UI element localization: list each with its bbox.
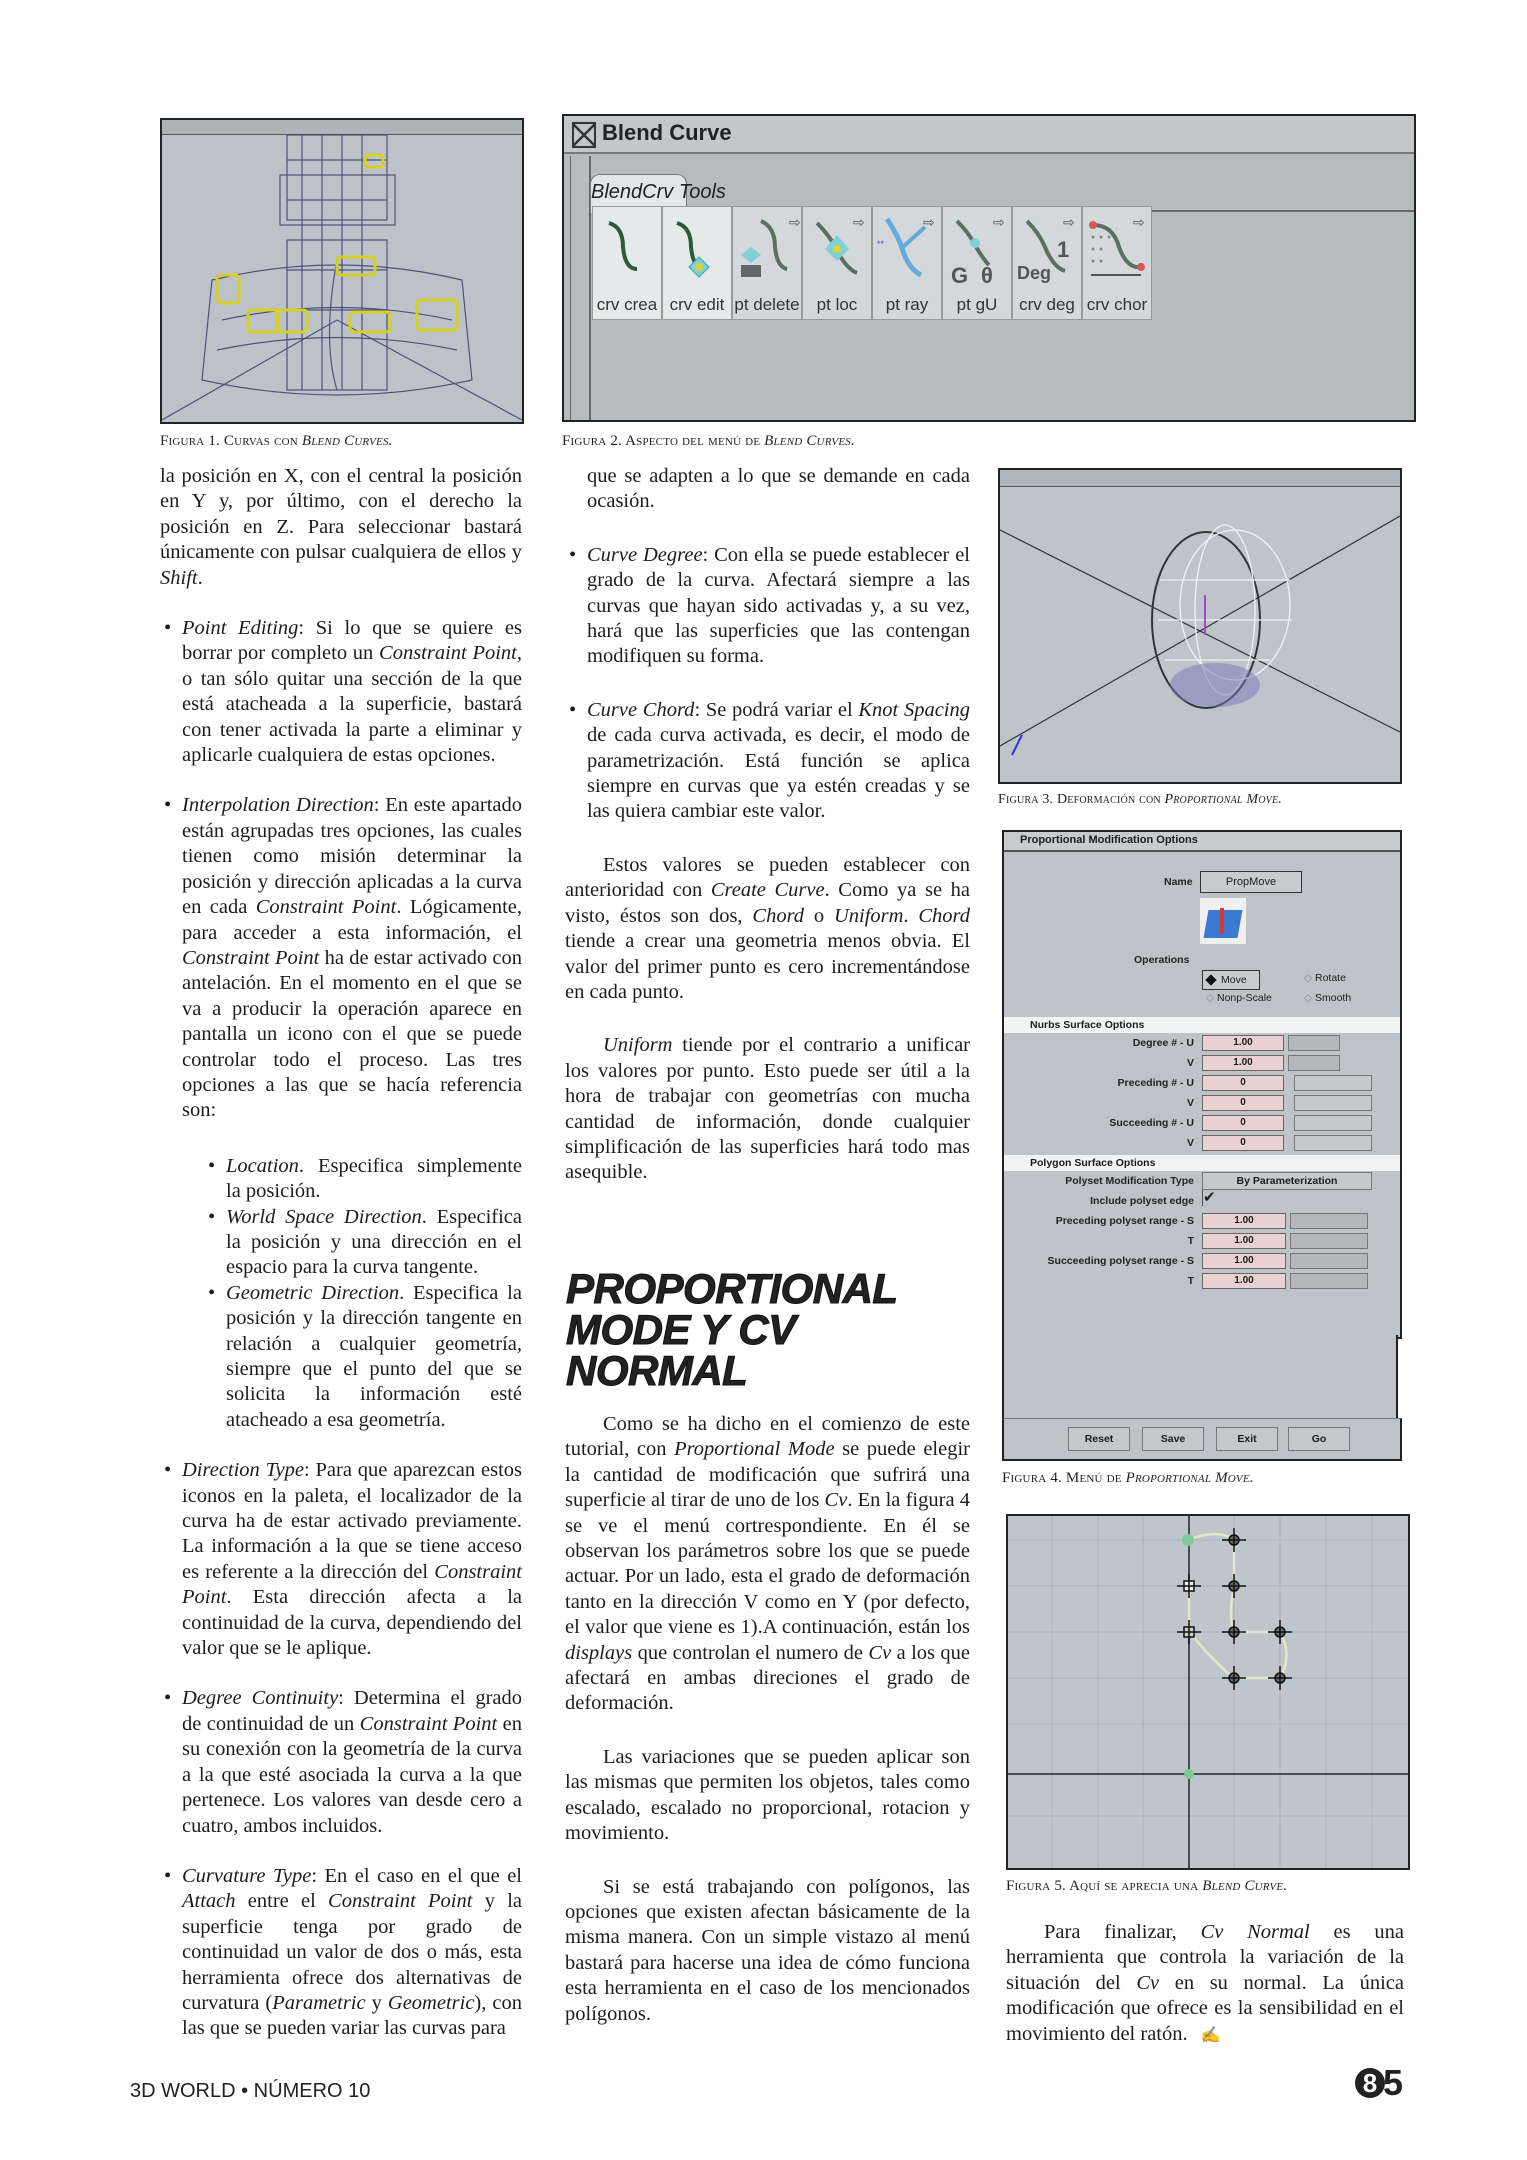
proportional-move-icon xyxy=(1200,898,1246,944)
close-box-icon[interactable] xyxy=(572,122,596,148)
preceding-range-t-field[interactable]: 1.00 xyxy=(1202,1233,1286,1249)
succeeding-u-slider[interactable] xyxy=(1294,1115,1372,1131)
svg-text:⇨: ⇨ xyxy=(853,214,865,230)
paragraph-estos-valores: Estos valores se pueden establecer con anterioridad con Create Curve. Como ya se ha visto, éstos son dos, Chord o Uniform. Chord tiende a crear una geometria menos obvia. El valor del primer punto es cero incrementándose en cada punto. xyxy=(565,853,971,1003)
svg-text:θ: θ xyxy=(981,263,993,287)
degree-u-slider[interactable] xyxy=(1288,1035,1340,1051)
preceding-v-slider[interactable] xyxy=(1294,1095,1372,1111)
paragraph-intro: la posición en X, con el central la posición en Y y, por último, con el derecho la posición en Z. Para seleccionar bastará únicamente con pulsar cualquiera de ellos y Shift. xyxy=(160,465,522,589)
wireframe-model-image xyxy=(162,120,522,420)
grid-curve-image xyxy=(1008,1516,1408,1868)
sub-option-world-space: • World Space Direction. Especifica la posición y una dirección en el espacio para la curva tangente. xyxy=(208,1205,522,1279)
bullet-degree-continuity: • Degree Continuity: Determina el grado de continuidad de un Constraint Point en su conexión con la geometría de la curva a la que esté asociada la curva a la que pertenece. Los valores van desde cero a cuatro, ambos incluidos. xyxy=(160,1686,522,1838)
point-ray-icon xyxy=(873,207,941,287)
bullet-point-editing: • Point Editing: Si lo que se quiere es borrar por completo un Constraint Point, o tan sólo quitar una sección de la que está atacheada a la superficie, bastará con tener activada la parte a eliminar y aplicarle cualquiera de estas opciones. xyxy=(160,616,522,768)
figure-1-caption: Figura 1. Curvas con Blend Curves. xyxy=(160,433,393,449)
tool-crv-chord[interactable]: ⇨ crv chor xyxy=(1082,206,1152,320)
point-location-icon xyxy=(803,207,871,287)
radio-nonp-scale[interactable]: ◇ Nonp-Scale xyxy=(1206,992,1272,1004)
figure-4-caption: Figura 4. Menú de Proportional Move. xyxy=(1002,1470,1254,1486)
signature-icon: ✍ xyxy=(1200,2026,1221,2044)
svg-text:⇨: ⇨ xyxy=(789,214,801,230)
tab-blendcrv-tools[interactable]: BlendCrv Tools xyxy=(590,174,687,213)
radio-rotate[interactable]: ◇ Rotate xyxy=(1304,972,1346,984)
point-delete-icon xyxy=(733,207,801,287)
exit-button[interactable]: Exit xyxy=(1216,1427,1278,1451)
side-rail xyxy=(570,156,591,420)
tool-crv-deg[interactable]: Deg 1 ⇨ crv deg xyxy=(1012,206,1082,320)
deformed-sphere-image xyxy=(1000,470,1400,782)
bullet-curve-chord: • Curve Chord: Se podrá variar el Knot Spacing de cada curva activada, es decir, el modo de parametrización. Está función se aplica siempre en curvas que ya estén creadas y se las quiera cambiar este valor. xyxy=(565,698,970,825)
paragraph-poligonos: Si se está trabajando con polígonos, las opciones que existen afectan básicamente de la misma manera. Con un simple vistazo al menú bastará para hacerse una idea de cómo funciona esta herramienta en el caso de los mencionados polígonos. xyxy=(565,1875,970,2025)
curve-create-icon xyxy=(593,207,661,287)
polyset-type-dropdown[interactable]: By Parameterization xyxy=(1202,1172,1372,1190)
go-button[interactable]: Go xyxy=(1288,1427,1350,1451)
page-number: 8 5 xyxy=(1355,2062,1403,2104)
succeeding-range-t-slider[interactable] xyxy=(1290,1273,1368,1289)
tool-pt-delete[interactable]: ⇨ pt delete xyxy=(732,206,802,320)
window-titlebar xyxy=(564,116,1414,154)
column-2-text-lower xyxy=(565,1412,970,2052)
tool-pt-ray[interactable]: ** ⇨ pt ray xyxy=(872,206,942,320)
figure-3-caption: Figura 3. Deformación con Proportional Move. xyxy=(998,792,1282,807)
radio-smooth[interactable]: ◇ Smooth xyxy=(1304,992,1352,1004)
radio-move[interactable]: Move xyxy=(1202,970,1260,990)
figure-3-deformation-viewport xyxy=(998,468,1402,784)
polygon-section-header: Polygon Surface Options xyxy=(1004,1155,1400,1171)
succeeding-range-s-slider[interactable] xyxy=(1290,1253,1368,1269)
curve-edit-icon xyxy=(663,207,731,287)
bullet-interpolation-direction: • Interpolation Direction: En este apartado están agrupadas tres opciones, las cuales tienen como misión determinar la posición y dirección aplicadas a la curva en cada Constraint Point. Lógicamente, para acceder a esta información, el Constraint Point ha de estar activado con antelación. En el momento en el que se va a producir la operación aparece en pantalla un icono con el que se puede controlar todo el proceso. Las tres opciones a las que se hacía referencia son: xyxy=(160,793,522,1123)
section-heading: PROPORTIONAL MODE Y CV NORMAL xyxy=(566,1265,898,1394)
window-title: Blend Curve xyxy=(602,120,732,145)
figure-2-blend-curve-window xyxy=(562,114,1416,422)
save-button[interactable]: Save xyxy=(1142,1427,1204,1451)
degree-v-slider[interactable] xyxy=(1288,1055,1340,1071)
svg-text:**: ** xyxy=(877,239,885,249)
nurbs-section-header: Nurbs Surface Options xyxy=(1004,1017,1400,1033)
footer-publication: 3D WORLD • NÚMERO 10 xyxy=(130,2080,371,2102)
sub-option-geometric: • Geometric Direction. Especifica la posición y la dirección tangente en relación a cualquier geometría, siempre que el punto del que se solicita la información esté atacheado a esa geometría. xyxy=(208,1281,522,1431)
bullet-direction-type: • Direction Type: Para que aparezcan estos iconos en la paleta, el localizador de la curva ha de estar activado previamente. La información a la que se tiene acceso es referente a la dirección del Constraint Point. Esta dirección afecta a la continuidad de la curva, dependiendo del valor que se le aplique. xyxy=(160,1458,522,1661)
figure-4-proportional-options-dialog: Proportional Modification Options Name PropMove Operations Move ◇ Rotate ◇ Nonp-Scale ◇ Smooth Nurbs Surface Options Degree # - U 1.00 V 1.00 Preceding # - U 0 V 0 Succeeding # - U 0 V 0 Polygon Surface Options Polyset Modification Type By Parameterization Include polyset edge ✔ Preceding polyset range - S 1.00 T 1.00 Succeeding polyset range - S 1.00 T 1.00 xyxy=(1002,830,1402,1339)
preceding-u-field[interactable]: 0 xyxy=(1202,1075,1284,1091)
tool-pt-loc[interactable]: ⇨ pt loc xyxy=(802,206,872,320)
tool-crv-edit[interactable]: crv edit xyxy=(662,206,732,320)
tool-pt-gu[interactable]: G θ ⇨ pt gU xyxy=(942,206,1012,320)
reset-button[interactable]: Reset xyxy=(1068,1427,1130,1451)
curve-degree-icon xyxy=(1013,207,1081,287)
bullet-curvature-type: • Curvature Type: En el caso en el que el Attach entre el Constraint Point y la superficie tenga por grado de continuidad un valor de dos o más, esta herramienta ofrece dos alternativas de curvatura (Parametric y Geometric), con las que se pueden variar las curvas para xyxy=(160,1864,522,2042)
point-continuity-icon xyxy=(943,207,1011,287)
preceding-v-field[interactable]: 0 xyxy=(1202,1095,1284,1111)
svg-text:⇨: ⇨ xyxy=(923,214,935,230)
preceding-range-t-slider[interactable] xyxy=(1290,1233,1368,1249)
paragraph-uniform: Uniform tiende por el contrario a unificar los valores por punto. Esto puede ser útil a la hora de trabajar con geometrías con mucha cantidad de información, donde cualquier simplificación de las superficies hará todo mas asequible. xyxy=(565,1034,970,1184)
svg-text:⇨: ⇨ xyxy=(1133,214,1145,230)
bullet-curve-degree: • Curve Degree: Con ella se puede establecer el grado de la curva. Afectará siempre a las curvas que hayan sido activadas y, a su vez, hará que las superficies que las contengan modifiquen su forma. xyxy=(565,543,970,670)
paragraph-para-finalizar: Para finalizar, Cv Normal es una herramienta que controla la variación de la situación del Cv en su normal. La única modificación que ofrece es la sensibilidad en el movimiento del ratón. ✍ xyxy=(1006,1921,1404,2045)
dialog-buttons xyxy=(1002,1418,1402,1461)
succeeding-v-slider[interactable] xyxy=(1294,1135,1372,1151)
svg-text:⇨: ⇨ xyxy=(1063,214,1075,230)
paragraph-continuation: que se adapten a lo que se demande en cada ocasión. xyxy=(587,465,970,513)
sub-option-location: • Location. Especifica simplemente la posición. xyxy=(208,1154,522,1203)
succeeding-v-field[interactable]: 0 xyxy=(1202,1135,1284,1151)
curve-chord-icon xyxy=(1083,207,1151,287)
svg-text:1: 1 xyxy=(1057,237,1070,262)
figure-4-frame-extension xyxy=(1002,1335,1398,1418)
radio-selected-icon xyxy=(1205,974,1216,985)
paragraph-como-se-ha-dicho: Como se ha dicho en el comienzo de este tutorial, con Proportional Mode se puede elegir la cantidad de modificación que sufrirá una superficie al tirar de uno de los Cv. En la figura 4 se ve el menú cortrespondiente. En él se observan los parámetros sobre los que se puede actuar. Por un lado, esta el grado de deformación tanto en la dirección V como en Y (por defecto, el valor que viene es 1).A continuación, están los displays que controlan el numero de Cv a los que afectará en ambas direciones el grado de deformación. xyxy=(565,1413,970,1715)
tool-crv-create[interactable]: crv crea xyxy=(592,206,662,320)
preceding-range-s-field[interactable]: 1.00 xyxy=(1202,1213,1286,1229)
degree-u-field[interactable]: 1.00 xyxy=(1202,1035,1284,1051)
column-3-text xyxy=(1006,1920,1404,2073)
column-2-text xyxy=(565,464,970,1211)
include-edge-checkbox[interactable]: ✔ xyxy=(1202,1190,1219,1206)
svg-text:G: G xyxy=(951,263,969,287)
svg-text:Deg: Deg xyxy=(1017,263,1052,283)
preceding-u-slider[interactable] xyxy=(1294,1075,1372,1091)
degree-v-field[interactable]: 1.00 xyxy=(1202,1055,1284,1071)
svg-text:⇨: ⇨ xyxy=(993,214,1005,230)
figure-5-caption: Figura 5. Aquí se aprecia una Blend Curve. xyxy=(1006,1878,1288,1894)
succeeding-range-t-field[interactable]: 1.00 xyxy=(1202,1273,1286,1289)
figure-1-wireframe-viewport xyxy=(160,118,524,424)
figure-2-caption: Figura 2. Aspecto del menú de Blend Curves. xyxy=(562,433,855,449)
dialog-titlebar: Proportional Modification Options xyxy=(1004,832,1400,852)
name-field[interactable]: PropMove xyxy=(1200,871,1302,893)
paragraph-variaciones: Las variaciones que se pueden aplicar son las mismas que permiten los objetos, tales como escalado, escalado no proporcional, rotacion y movimiento. xyxy=(565,1745,970,1845)
preceding-range-s-slider[interactable] xyxy=(1290,1213,1368,1229)
succeeding-u-field[interactable]: 0 xyxy=(1202,1115,1284,1131)
column-1-text xyxy=(160,464,522,2067)
succeeding-range-s-field[interactable]: 1.00 xyxy=(1202,1253,1286,1269)
figure-5-blend-curve-grid xyxy=(1006,1514,1410,1870)
